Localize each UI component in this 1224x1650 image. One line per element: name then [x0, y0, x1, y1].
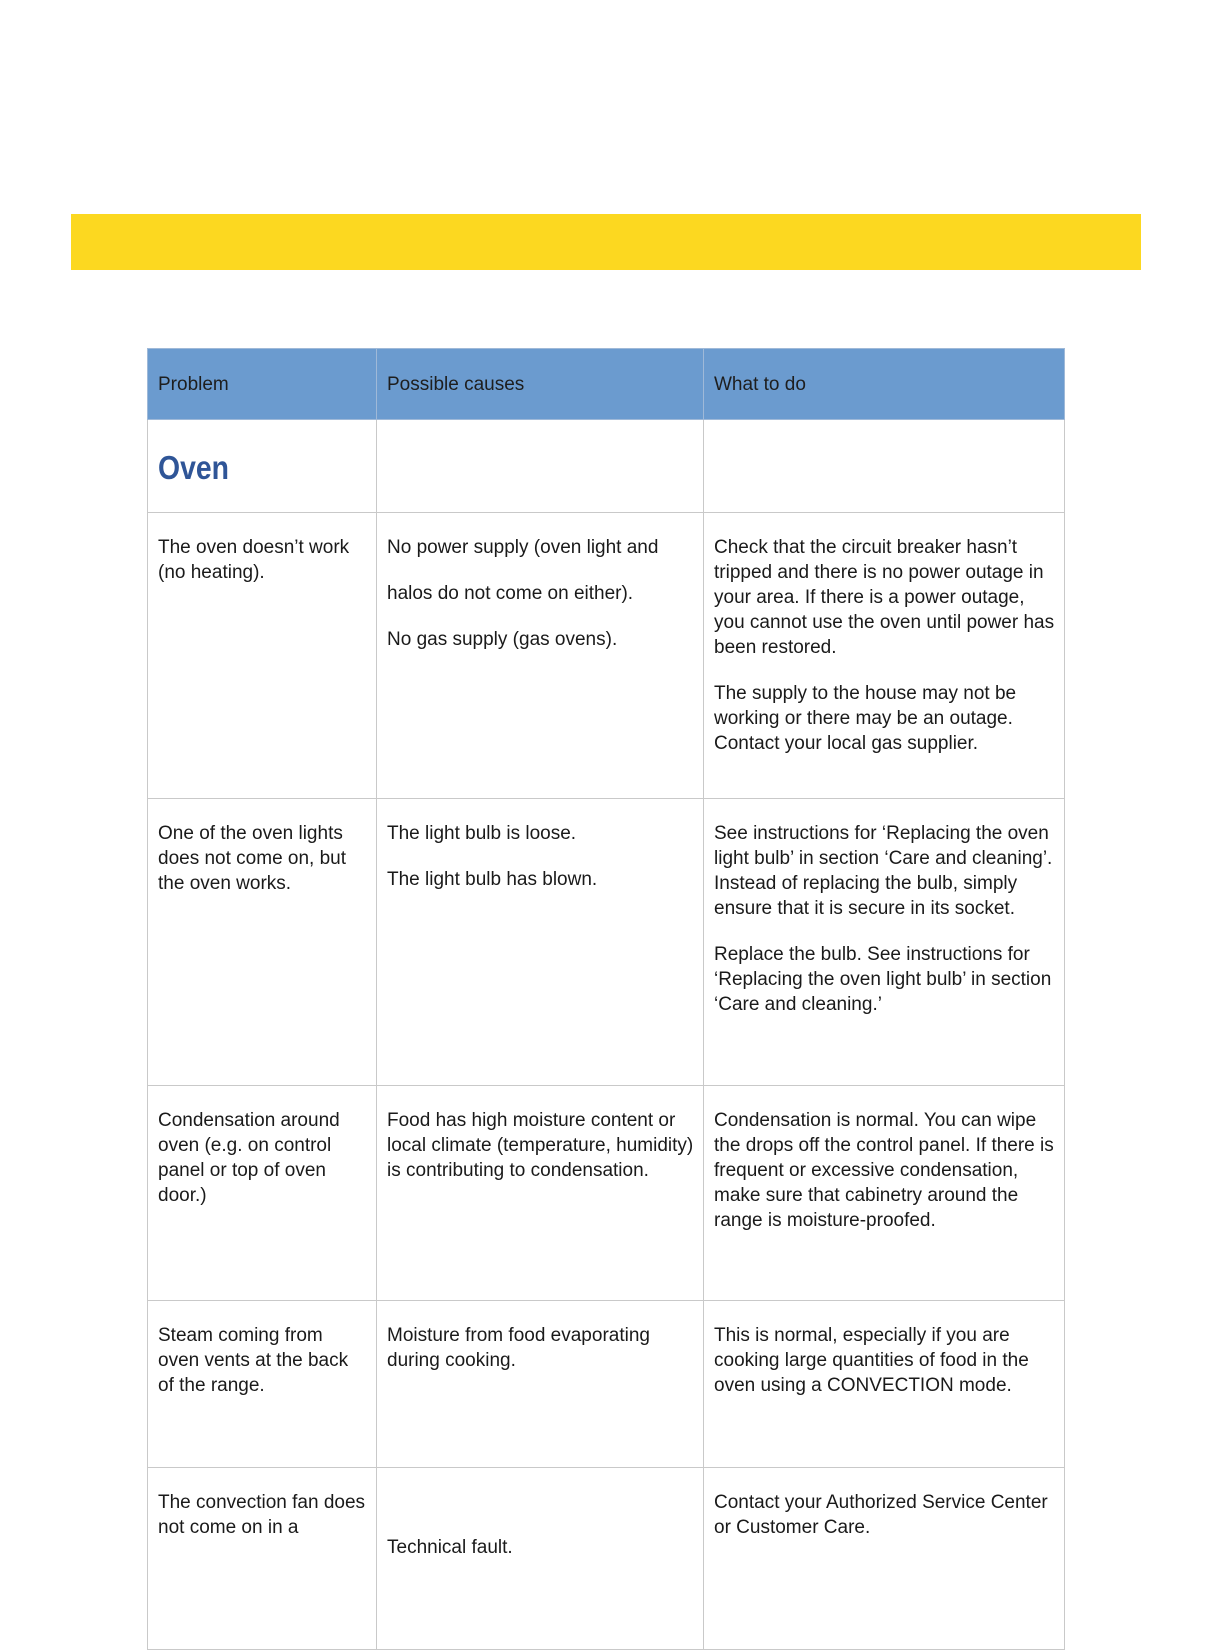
- action-cell: [704, 1468, 1065, 1650]
- cause-text: The light bulb is loose.: [387, 823, 577, 844]
- problem-cell: [148, 1301, 377, 1468]
- causes-cell: [377, 1301, 704, 1468]
- section-banner: [71, 214, 1141, 270]
- cause-text: Food has high moisture content or local climate (temperature, humidity) is contributing to condensation.: [387, 1110, 694, 1181]
- header-possible-causes: Possible causes: [377, 349, 704, 420]
- action-cell: [704, 513, 1065, 799]
- action-text: The supply to the house may not be working or there may be an outage. Contact your local gas supplier.: [714, 683, 1017, 754]
- problem-text: The oven doesn’t work (no heating).: [158, 537, 350, 583]
- empty-cell: [704, 420, 1065, 513]
- table-row: [148, 513, 1065, 799]
- header-what-to-do: What to do: [704, 349, 1065, 420]
- table-row: [148, 799, 1065, 1086]
- cause-text: halos do not come on either).: [387, 583, 634, 604]
- problem-text: One of the oven lights does not come on, but the oven works.: [158, 823, 347, 894]
- problem-cell: [148, 1468, 377, 1650]
- action-text: Contact your Authorized Service Center or Customer Care.: [714, 1492, 1048, 1538]
- action-text: Condensation is normal. You can wipe the drops off the control panel. If there is frequent or excessive condensation, make sure that cabinetry around the range is moisture-proofed.: [714, 1110, 1054, 1231]
- cause-text: Technical fault.: [387, 1537, 513, 1558]
- causes-cell: [377, 1468, 704, 1650]
- section-title: Oven: [158, 449, 229, 486]
- problem-text: Condensation around oven (e.g. on control panel or top of oven door.): [158, 1110, 340, 1206]
- action-text: Replace the bulb. See instructions for ‘Replacing the oven light bulb’ in section ‘Care and cleaning.’: [714, 944, 1052, 1015]
- section-cell: [148, 420, 377, 513]
- table-row: [148, 1301, 1065, 1468]
- cause-text: The light bulb has blown.: [387, 869, 598, 890]
- cause-text: No gas supply (gas ovens).: [387, 629, 618, 650]
- problem-cell: [148, 799, 377, 1086]
- problem-cell: [148, 513, 377, 799]
- header-problem: Problem: [148, 349, 377, 420]
- causes-cell: [377, 799, 704, 1086]
- causes-cell: [377, 513, 704, 799]
- action-text: See instructions for ‘Replacing the oven light bulb’ in section ‘Care and cleaning’. Instead of replacing the bulb, simply ensure that it is secure in its socket.: [714, 823, 1053, 919]
- problem-text: Steam coming from oven vents at the back of the range.: [158, 1325, 349, 1396]
- action-text: This is normal, especially if you are cooking large quantities of food in the oven using a CONVECTION mode.: [714, 1325, 1029, 1396]
- table-row: [148, 1468, 1065, 1650]
- problem-cell: [148, 1086, 377, 1301]
- table-header-row: [148, 349, 1065, 420]
- action-cell: [704, 1301, 1065, 1468]
- action-text: Check that the circuit breaker hasn’t tripped and there is no power outage in your area. If there is a power outage, you cannot use the oven until power has been restored.: [714, 537, 1055, 658]
- table-row: [148, 1086, 1065, 1301]
- cause-text: Moisture from food evaporating during cooking.: [387, 1325, 650, 1371]
- cause-text: No power supply (oven light and: [387, 537, 659, 558]
- action-cell: [704, 799, 1065, 1086]
- action-cell: [704, 1086, 1065, 1301]
- section-row: [148, 420, 1065, 513]
- problem-text: The convection fan does not come on in a: [158, 1492, 366, 1538]
- causes-cell: [377, 1086, 704, 1301]
- empty-cell: [377, 420, 704, 513]
- troubleshooting-table: [147, 348, 1065, 1650]
